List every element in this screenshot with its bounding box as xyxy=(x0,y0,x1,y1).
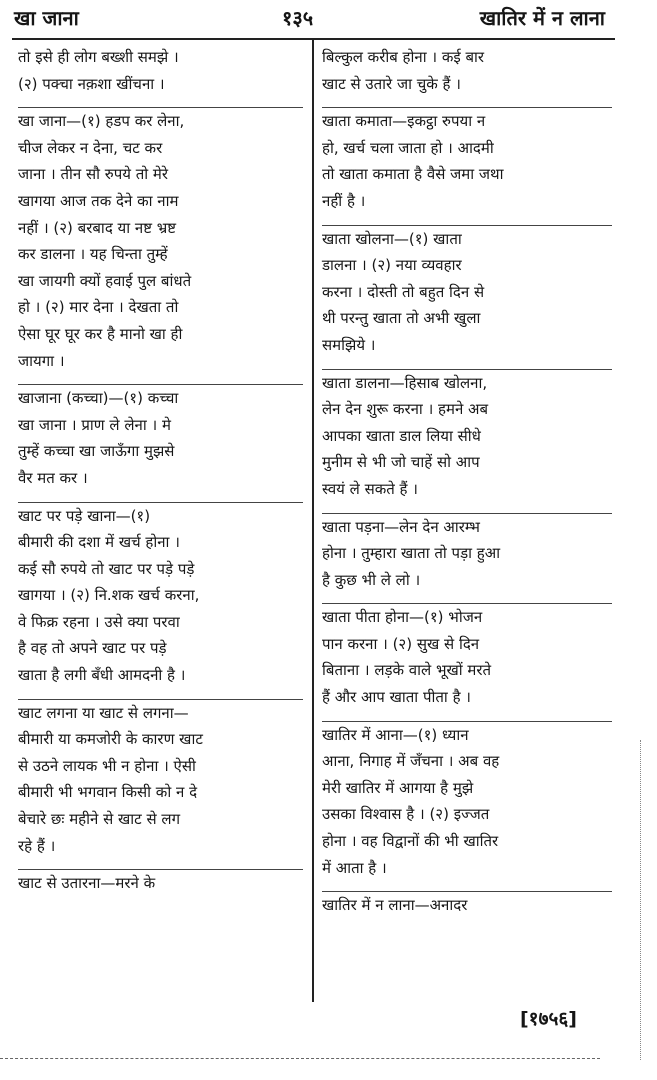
dictionary-entry: खाता पीता होना—(१) भोजन पान करना । (२) सुख से दिन बिताना । लड़के वाले भूखों मरते हैं और आप खाता पीता है । xyxy=(322,608,492,707)
header-right-guideword: खातिर में न लाना xyxy=(479,6,605,30)
dictionary-entry: खाट लगना या खाट से लगना— बीमारी या कमजोरी के कारण खाट से उठने लायक भी न होना । ऐसी बीमारी भी भगवान किसी को न दे बेचारे छः महीने से खाट से लग रहे हैं । xyxy=(18,703,203,855)
dictionary-entry: खाता खोलना—(१) खाता डालना । (२) नया व्यवहार करना । दोस्ती तो बहुत दिन से थी परन्तु खाता तो अभी खुला समझिये । xyxy=(322,229,485,354)
page-header xyxy=(0,0,657,34)
dictionary-entry: खाट से उतारना—मरने के xyxy=(18,874,156,893)
dictionary-entry: खाट पर पड़े खाना—(१) बीमारी की दशा में खर्च होना । कई सौ रुपये तो खाट पर पड़े पड़े खागया । (२) नि.शक खर्च करना, वे फिक्र रहना । उसे क्या परवा है वह तो अपने खाट पर पड़े खाता है लगी बँधी आमदनी है । xyxy=(18,506,200,685)
dictionary-entry: खातिर में न लाना—अनादर xyxy=(322,896,468,915)
page-number: १३५ xyxy=(282,6,314,30)
right-column xyxy=(322,44,612,919)
page-reference: [१७५६] xyxy=(520,1008,577,1030)
dictionary-entry: खाजाना (कच्चा)—(१) कच्चा खा जाना । प्राण ले लेना । मे तुम्हें कच्चा खा जाऊँगा मुझसे वैर मत कर । xyxy=(18,389,179,487)
dictionary-entry: खातिर में आना—(१) ध्यान आना, निगाह में जँचना । अब वह मेरी खातिर में आगया है मुझे उसका विश्वास है । (२) इज्जत होना । वह विद्वानों की भी खातिर में आता है । xyxy=(322,725,500,877)
bottom-rule xyxy=(0,1058,600,1059)
dictionary-entry: तो इसे ही लोग बख्शी समझे । (२) पक्चा नक़शा खींचना । xyxy=(18,48,179,93)
dictionary-entry: खाता कमाता—इकट्ठा रुपया न हो, खर्च चला जाता हो । आदमी तो खाता कमाता है वैसे जमा जथा नहीं है । xyxy=(322,112,504,210)
dictionary-entry: खा जाना—(१) हडप कर लेना, चीज लेकर न देना, चट कर जाना । तीन सौ रुपये तो मेरे खागया आज तक देने का नाम नहीं । (२) बरबाद या नष्ट भ्रष्ट कर डालना । यह चिन्ता तुम्हें खा जायगी क्यों हवाई पुल बांधते हो । (२) मार देना । देखता तो ऐसा घूर घूर कर है मानो खा ही जायगा । xyxy=(18,112,192,370)
dictionary-entry: खाता डालना—हिसाब खोलना, लेन देन शुरू करना । हमने अब आपका खाता डाल लिया सीधे मुनीम से भी जो चाहें सो आप स्वयं ले सकते हैं । xyxy=(322,373,489,498)
left-column xyxy=(18,44,303,897)
header-left-guideword: खा जाना xyxy=(14,6,79,30)
scan-edge-mark xyxy=(640,740,641,1060)
column-divider xyxy=(312,40,314,1002)
dictionary-entry: बिल्कुल करीब होना । कई बार खाट से उतारे जा चुके हैं । xyxy=(322,48,485,93)
dictionary-entry: खाता पड़ना—लेन देन आरम्भ होना । तुम्हारा खाता तो पड़ा हुआ है कुछ भी ले लो । xyxy=(322,517,501,589)
